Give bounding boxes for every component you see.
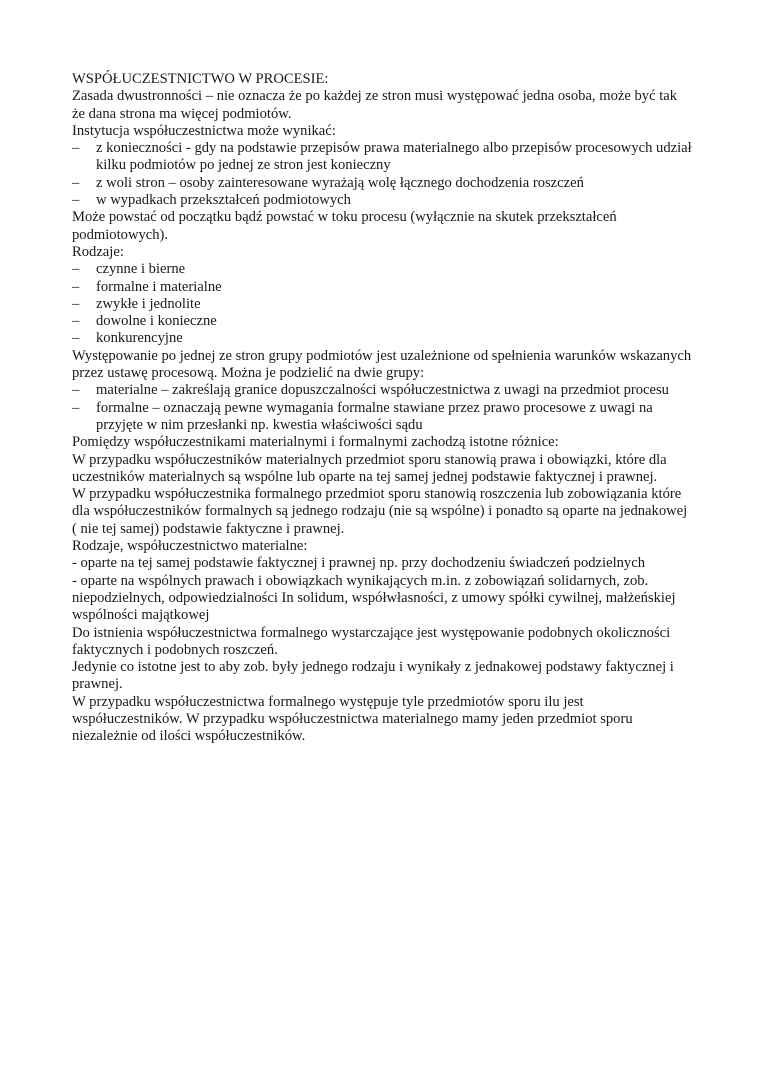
paragraph-oparte-2: - oparte na wspólnych prawach i obowiązkach wynikających m.in. z zobowiązań solidarnych, zob. niepodzielnych, odpowiedzialności In solidum, współwłasności, z umowy spółki cywilnej, małżeńskiej wspólności majątkowej	[72, 572, 676, 624]
dash-bullet: –	[72, 399, 80, 416]
paragraph-zasada: Zasada dwustronności – nie oznacza że po każdej ze stron musi występować jedna osoba, może być tak że dana strona ma więcej podmiotów.	[72, 88, 678, 122]
paragraph-rodzaje-materialne: Rodzaje, współuczestnictwo materialne:	[72, 538, 308, 555]
document-page	[72, 71, 692, 746]
dash-bullet: –	[72, 382, 80, 399]
paragraph-formalnego: W przypadku współuczestnika formalnego przedmiot sporu stanowią roszczenia lub zobowiązania które dla współuczestników formalnych są jednego rodzaju (nie są wspólne) i ponadto są oparte na jednakowej ( nie tej samej) podstawie faktyczne i prawnej.	[72, 486, 688, 537]
dash-bullet: –	[72, 313, 80, 330]
list-groups	[72, 382, 692, 434]
dash-bullet: –	[72, 192, 80, 209]
dash-bullet: –	[72, 330, 80, 347]
dash-bullet: –	[72, 278, 80, 295]
paragraph-rodzaje: Rodzaje:	[72, 243, 124, 260]
dash-bullet: –	[72, 295, 80, 312]
list-item: – z woli stron – osoby zainteresowane wyrażają wolę łącznego dochodzenia roszczeń	[72, 174, 584, 191]
list-types	[72, 261, 692, 347]
paragraph-jedynie: Jedynie co istotne jest to aby zob. były jednego rodzaju i wynikały z jednakowej podstawy faktycznej i prawnej.	[72, 659, 674, 693]
dash-bullet: –	[72, 174, 80, 191]
paragraph-istnienia: Do istnienia współuczestnictwa formalnego wystarczające jest występowanie podobnych okoliczności faktycznych i podobnych roszczeń.	[72, 624, 671, 658]
list-item: – w wypadkach przekształceń podmiotowych	[72, 192, 351, 209]
paragraph-wystepowanie: Występowanie po jednej ze stron grupy podmiotów jest uzależnione od spełnienia warunków wskazanych przez ustawę procesową. Można je podzielić na dwie grupy:	[72, 347, 692, 382]
list-item: – materialne – zakreślają granice dopuszczalności współuczestnictwa z uwagi na przedmiot procesu	[72, 382, 669, 399]
paragraph-pomiedzy: Pomiędzy współuczestnikami materialnymi i formalnymi zachodzą istotne różnice:	[72, 434, 559, 451]
list-item: – czynne i bierne	[72, 261, 186, 278]
list-item: – z konieczności - gdy na podstawie przepisów prawa materialnego albo przepisów procesowych udział kilku podmiotów po jednej ze stron jest konieczny	[72, 140, 692, 174]
paragraph-moze: Może powstać od początku bądź powstać w toku procesu (wyłącznie na skutek przekształceń podmiotowych).	[72, 209, 617, 243]
paragraph-przedmiotow: W przypadku współuczestnictwa formalnego występuje tyle przedmiotów sporu ilu jest współuczestników. W przypadku współuczestnictwa materialnego mamy jeden przedmiot sporu niezależnie od ilości współuczestników.	[72, 693, 633, 745]
document-title: WSPÓŁUCZESTNICTWO W PROCESIE:	[72, 71, 329, 87]
list-item: – formalne – oznaczają pewne wymagania formalne stawiane przez prawo procesowe z uwagi na przyjęte w nim przesłanki np. kwestia właściwości sądu	[72, 399, 653, 433]
list-item: – konkurencyjne	[72, 330, 183, 347]
paragraph-instytucja: Instytucja współuczestnictwa może wynikać:	[72, 122, 336, 139]
paragraph-oparte-1: - oparte na tej samej podstawie faktycznej i prawnej np. przy dochodzeniu świadczeń podzielnych	[72, 555, 645, 572]
list-item: – formalne i materialne	[72, 278, 222, 295]
list-item: – zwykłe i jednolite	[72, 295, 201, 312]
list-item: – dowolne i konieczne	[72, 313, 217, 330]
paragraph-materialnych: W przypadku współuczestników materialnych przedmiot sporu stanowią prawa i obowiązki, które dla uczestników materialnych są wspólne lub oparte na tej samej jednej podstawie faktycznej i prawnej.	[72, 451, 667, 485]
list-sources	[72, 140, 692, 209]
dash-bullet: –	[72, 140, 80, 157]
dash-bullet: –	[72, 261, 80, 278]
